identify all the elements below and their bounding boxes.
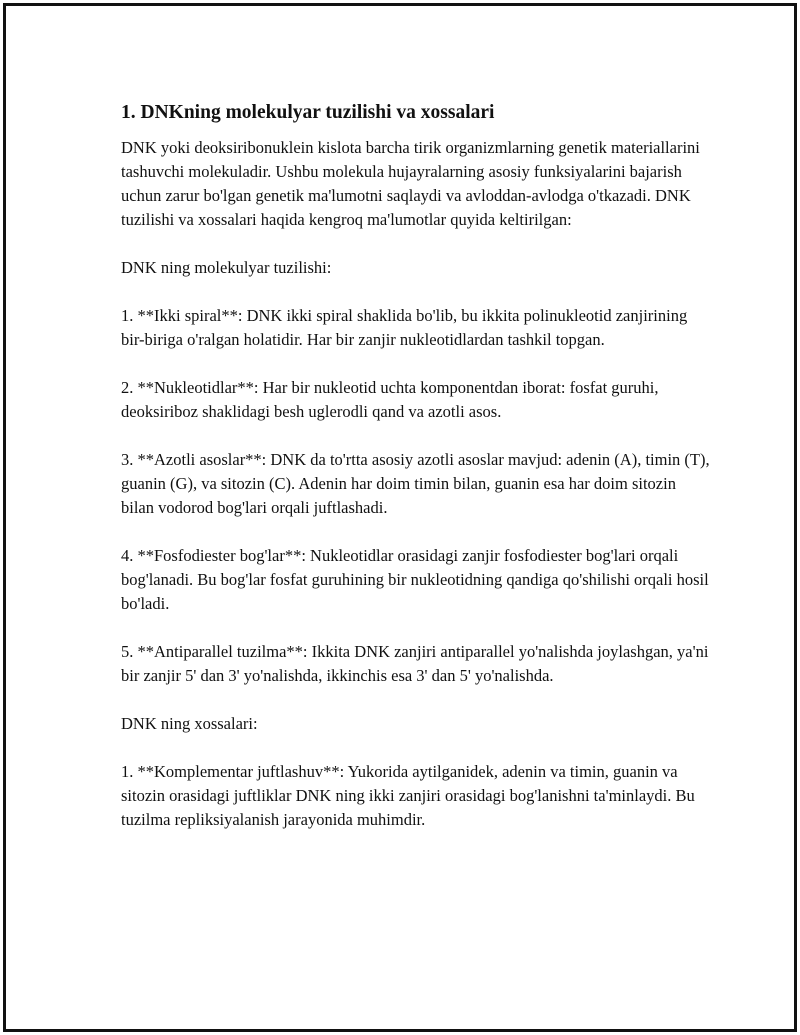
list-item-nucleotides: 2. **Nukleotidlar**: Har bir nukleotid uchta komponentdan iborat: fosfat guruhi, deoksiriboz shaklidagi besh uglerodli qand va azotli asos. [121, 378, 659, 421]
list-item-phosphodiester-bonds: 4. **Fosfodiester bog'lar**: Nukleotidlar orasidagi zanjir fosfodiester bog'lari orqali bog'lanadi. Bu bog'lar fosfat guruhining bir nukleotidning qandiga qo'shilishi orqali hosil bo'ladi. [121, 546, 709, 613]
paragraph-intro: DNK yoki deoksiribonuklein kislota barcha tirik organizmlarning genetik materiallarini tashuvchi molekuladir. Ushbu molekula hujayralarning asosiy funksiyalarini bajarish uchun zarur bo'lgan genetik ma'lumotni saqlaydi va avloddan-avlodga o'tkazadi. DNK tuzilishi va xossalari haqida kengroq ma'lumotlar quyida keltirilgan: [121, 138, 700, 229]
section-heading-structure: DNK ning molekulyar tuzilishi: [121, 258, 332, 277]
list-item-complementary-pairing: 1. **Komplementar juftlashuv**: Yukorida aytilganidek, adenin va timin, guanin va sitozin orasidagi juftliklar DNK ning ikki zanjiri orasidagi bog'lanishni ta'minlaydi. Bu tuzilma repliksiyalanish jarayonida muhimdir. [121, 762, 695, 829]
page-frame [3, 3, 797, 1032]
section-heading-properties: DNK ning xossalari: [121, 714, 258, 733]
list-item-nitrogen-bases: 3. **Azotli asoslar**: DNK da to'rtta asosiy azotli asoslar mavjud: adenin (A), timin (T), guanin (G), va sitozin (C). Adenin har doim timin bilan, guanin esa har doim sitozin bilan vodorod bog'lari orqali juftlashadi. [121, 450, 710, 517]
page-title: 1. DNKning molekulyar tuzilishi va xossalari [121, 102, 495, 123]
document-body [121, 101, 711, 832]
list-item-antiparallel: 5. **Antiparallel tuzilma**: Ikkita DNK zanjiri antiparallel yo'nalishda joylashgan, ya'ni bir zanjir 5' dan 3' yo'nalishda, ikkinchis esa 3' dan 5' yo'nalishda. [121, 642, 709, 685]
list-item-double-helix: 1. **Ikki spiral**: DNK ikki spiral shaklida bo'lib, bu ikkita polinukleotid zanjirining bir-biriga o'ralgan holatidir. Har bir zanjir nukleotidlardan tashkil topgan. [121, 306, 688, 349]
